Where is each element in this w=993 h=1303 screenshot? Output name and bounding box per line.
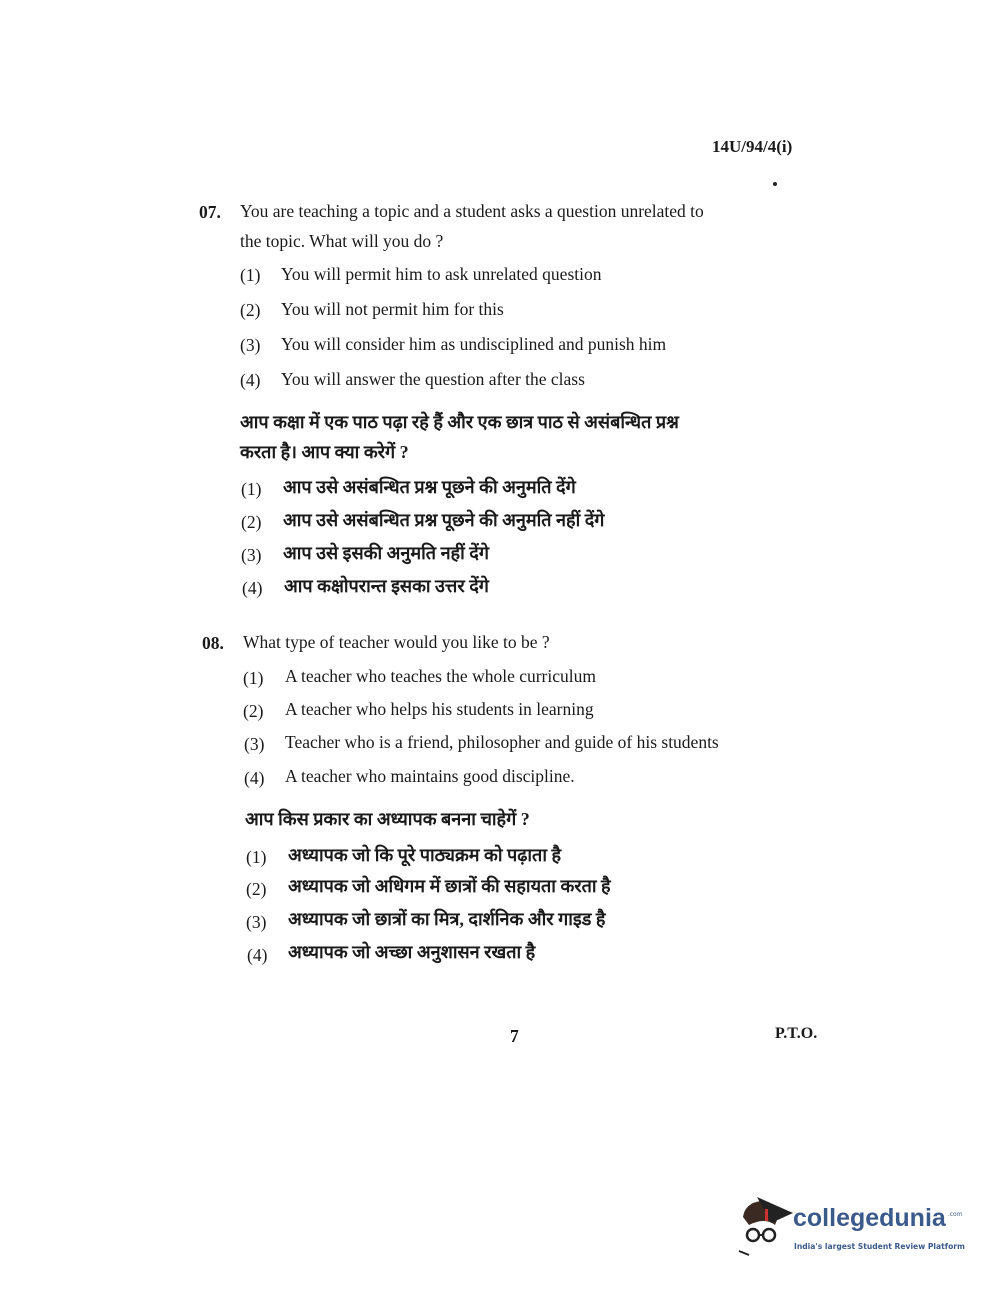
q7-hindi-option-2: आप उसे असंबन्धित प्रश्न पूछने की अनुमति नहीं देंगे bbox=[283, 510, 605, 530]
question-8-hindi: आप किस प्रकार का अध्यापक बनना चाहेगें ? bbox=[245, 809, 530, 829]
q7-hindi-option-3: आप उसे इसकी अनुमति नहीं देंगे bbox=[283, 543, 489, 563]
brand-name: collegedunia bbox=[793, 1204, 946, 1232]
q7-option-4: You will answer the question after the class bbox=[281, 369, 585, 389]
q8-hindi-option-4-number: (4) bbox=[247, 945, 268, 965]
q8-hindi-option-3: अध्यापक जो छात्रों का मित्र, दार्शनिक और गाइड है bbox=[288, 909, 606, 929]
q8-option-2-number: (2) bbox=[243, 701, 264, 721]
brand-domain: .com bbox=[947, 1211, 963, 1218]
q8-option-1-number: (1) bbox=[243, 668, 264, 688]
q8-option-3: Teacher who is a friend, philosopher and guide of his students bbox=[285, 732, 719, 752]
collegedunia-watermark bbox=[735, 1195, 985, 1270]
question-8-text: What type of teacher would you like to be ? bbox=[243, 632, 550, 652]
q7-option-1-number: (1) bbox=[240, 265, 261, 285]
question-7-hindi-line2: करता है। आप क्या करेगें ? bbox=[240, 442, 409, 462]
q8-option-4-number: (4) bbox=[244, 768, 265, 788]
question-7-hindi-line1: आप कक्षा में एक पाठ पढ़ा रहे हैं और एक छात्र पाठ से असंबन्धित प्रश्न bbox=[240, 412, 679, 432]
q7-option-2-number: (2) bbox=[240, 300, 261, 320]
pto-label: P.T.O. bbox=[775, 1025, 818, 1042]
q7-hindi-option-1: आप उसे असंबन्धित प्रश्न पूछने की अनुमति देंगे bbox=[283, 477, 576, 497]
scan-speck bbox=[773, 182, 777, 186]
student-mascot-icon bbox=[735, 1195, 795, 1270]
q7-hindi-option-1-number: (1) bbox=[241, 479, 262, 499]
question-7-number: 07. bbox=[199, 202, 221, 222]
q7-option-4-number: (4) bbox=[240, 370, 261, 390]
q8-option-2: A teacher who helps his students in learning bbox=[285, 699, 594, 719]
q7-hindi-option-4-number: (4) bbox=[242, 578, 263, 598]
q8-hindi-option-3-number: (3) bbox=[246, 912, 267, 932]
q8-hindi-option-2: अध्यापक जो अधिगम में छात्रों की सहायता करता है bbox=[288, 876, 611, 896]
brand-row bbox=[793, 1203, 963, 1233]
question-7-text-line1: You are teaching a topic and a student asks a question unrelated to bbox=[240, 201, 704, 221]
q8-option-3-number: (3) bbox=[244, 734, 265, 754]
q8-option-4: A teacher who maintains good discipline. bbox=[285, 766, 575, 786]
q8-hindi-option-2-number: (2) bbox=[246, 879, 267, 899]
q7-option-1: You will permit him to ask unrelated question bbox=[281, 264, 602, 284]
q7-hindi-option-3-number: (3) bbox=[241, 545, 262, 565]
q7-hindi-option-4: आप कक्षोपरान्त इसका उत्तर देंगे bbox=[284, 576, 489, 596]
q7-hindi-option-2-number: (2) bbox=[241, 512, 262, 532]
q8-hindi-option-1: अध्यापक जो कि पूरे पाठ्यक्रम को पढ़ाता है bbox=[288, 845, 562, 865]
q7-option-3: You will consider him as undisciplined and punish him bbox=[281, 334, 667, 354]
q7-option-3-number: (3) bbox=[240, 335, 261, 355]
q8-hindi-option-4: अध्यापक जो अच्छा अनुशासन रखता है bbox=[288, 942, 536, 962]
question-8-number: 08. bbox=[202, 633, 224, 653]
q8-hindi-option-1-number: (1) bbox=[246, 847, 267, 867]
q7-option-2: You will not permit him for this bbox=[281, 299, 504, 319]
brand-tagline: India's largest Student Review Platform bbox=[794, 1242, 965, 1251]
paper-code: 14U/94/4(i) bbox=[712, 137, 793, 156]
page-number: 7 bbox=[510, 1026, 519, 1046]
question-7-text-line2: the topic. What will you do ? bbox=[240, 231, 444, 251]
q8-option-1: A teacher who teaches the whole curriculum bbox=[285, 666, 596, 686]
